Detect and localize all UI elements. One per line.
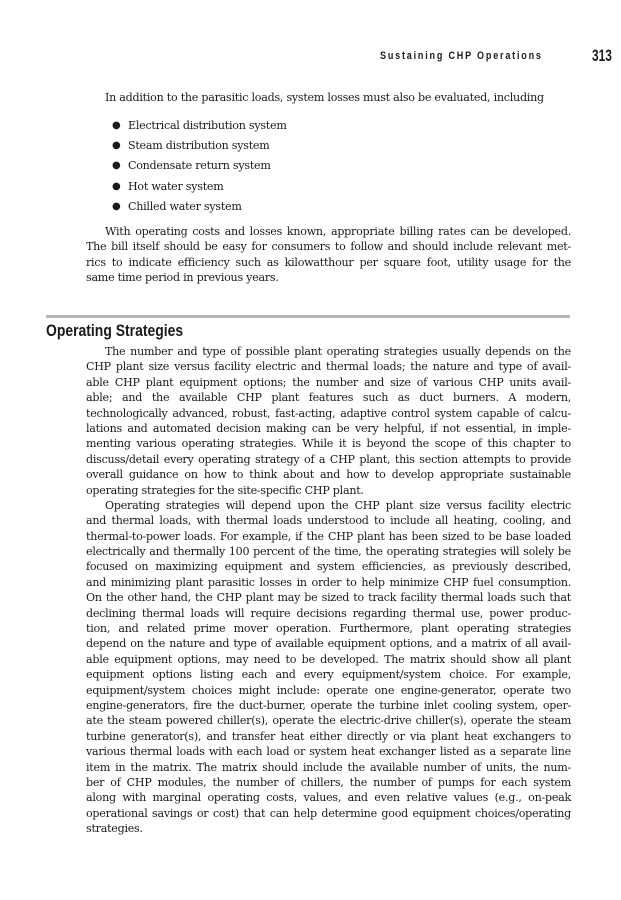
paragraph-line: same time period in previous years.	[86, 271, 279, 285]
paragraph-line: ate the steam powered chiller(s), operate the electric-drive chiller(s), operate the steam	[86, 714, 571, 728]
bullet-text: Condensate return system	[128, 159, 271, 173]
paragraph-line: declining thermal loads will require decisions regarding thermal use, power produc-	[86, 606, 571, 620]
paragraph-line: technologically advanced, robust, fast-acting, adaptive control system capable of calcu-	[86, 406, 571, 420]
paragraph-line: and thermal loads, with thermal loads understood to include all heating, cooling, and	[86, 514, 571, 528]
billing-paragraph	[86, 224, 571, 286]
paragraph-line: able; and the available CHP plant features such as duct burners. A modern,	[86, 391, 571, 405]
bullet-icon: ●	[112, 180, 121, 192]
bullet-icon: ●	[112, 140, 121, 152]
paragraph-line: overall guidance on how to think about and how to develop appropriate sustainable	[86, 468, 571, 482]
page-number: 313	[592, 46, 612, 65]
bullet-item	[112, 118, 412, 138]
section-divider	[46, 315, 570, 318]
bullet-item	[112, 158, 412, 178]
paragraph-line: strategies.	[86, 822, 143, 836]
bullet-text: Electrical distribution system	[128, 119, 287, 132]
paragraph-line: depend on the nature and type of available equipment options, and a matrix of all avail-	[86, 637, 571, 651]
paragraph-line: engine-generators, fire the duct-burner, operate the turbine inlet cooling system, oper-	[86, 698, 571, 712]
paragraph-line: equipment options listing each and every equipment/system choice. For example,	[86, 668, 571, 682]
paragraph-line: electrically and thermally 100 percent of the time, the operating strategies will solely be	[86, 545, 571, 559]
paragraph-line: The bill itself should be easy for consumers to follow and should include relevant met-	[86, 240, 571, 254]
bullet-item	[112, 138, 412, 158]
section-body	[86, 344, 571, 837]
paragraph	[86, 498, 571, 837]
bullet-text: Chilled water system	[128, 199, 242, 213]
paragraph-line: able CHP plant equipment options; the number and size of various CHP units avail-	[86, 375, 571, 389]
paragraph-line: CHP plant size versus facility electric and thermal loads; the nature and type of avail-	[86, 360, 571, 374]
paragraph-line: thermal-to-power loads. For example, if the CHP plant has been sized to be base loaded	[86, 529, 571, 543]
bullet-icon: ●	[112, 120, 121, 131]
paragraph-line: and minimizing plant parasitic losses in order to help minimize CHP fuel consumption.	[86, 575, 571, 589]
bullet-text: Hot water system	[128, 179, 224, 193]
loss-bullet-list	[112, 118, 412, 219]
bullet-item	[112, 179, 412, 199]
bullet-icon: ●	[112, 200, 121, 212]
paragraph-line: equipment/system choices might include: operate one engine-generator, operate two	[86, 683, 571, 697]
paragraph-line: able equipment options, may need to be developed. The matrix should show all plant	[86, 652, 571, 666]
paragraph-line: The number and type of possible plant operating strategies usually depends on the	[105, 345, 571, 358]
paragraph-line: item in the matrix. The matrix should include the available number of units, the num-	[86, 760, 571, 774]
paragraph-line: operational savings or cost) that can help determine good equipment choices/operating	[86, 806, 571, 820]
bullet-item	[112, 199, 412, 219]
paragraph-line: turbine generator(s), and transfer heat either directly or via plant heat exchangers to	[86, 729, 571, 743]
bullet-icon: ●	[112, 160, 121, 172]
running-header-title: Sustaining CHP Operations	[380, 50, 543, 62]
paragraph-line: focused on maximizing equipment and system efficiencies, as previously described,	[86, 560, 571, 574]
intro-text: In addition to the parasitic loads, system losses must also be evaluated, including	[105, 91, 544, 104]
paragraph-line: various thermal loads with each load or system heat exchanger listed as a separate line	[86, 745, 571, 759]
section-heading: Operating Strategies	[46, 321, 184, 340]
paragraph-line: Operating strategies will depend upon the CHP plant size versus facility electric	[105, 498, 571, 512]
paragraph	[86, 344, 571, 498]
paragraph-line: rics to indicate efficiency such as kilowatthour per square foot, utility usage for the	[86, 255, 571, 269]
paragraph-line: With operating costs and losses known, appropriate billing rates can be developed.	[105, 225, 571, 238]
paragraph-line: lations and automated decision making can be very helpful, if not essential, in imple-	[86, 421, 571, 435]
paragraph-line: tion, and related prime mover operation. Furthermore, plant operating strategies	[86, 622, 571, 636]
paragraph-line: ber of CHP modules, the number of chillers, the number of pumps for each system	[86, 775, 571, 789]
paragraph-line: menting various operating strategies. While it is beyond the scope of this chapter to	[86, 437, 571, 451]
bullet-text: Steam distribution system	[128, 139, 270, 153]
paragraph-line: operating strategies for the site-specific CHP plant.	[86, 483, 364, 497]
paragraph-line: On the other hand, the CHP plant may be sized to track facility thermal loads such that	[86, 591, 571, 605]
paragraph-line: discuss/detail every operating strategy of a CHP plant, this section attempts to provide	[86, 452, 571, 466]
paragraph-line: along with marginal operating costs, values, and even relative values (e.g., on-peak	[86, 791, 571, 805]
